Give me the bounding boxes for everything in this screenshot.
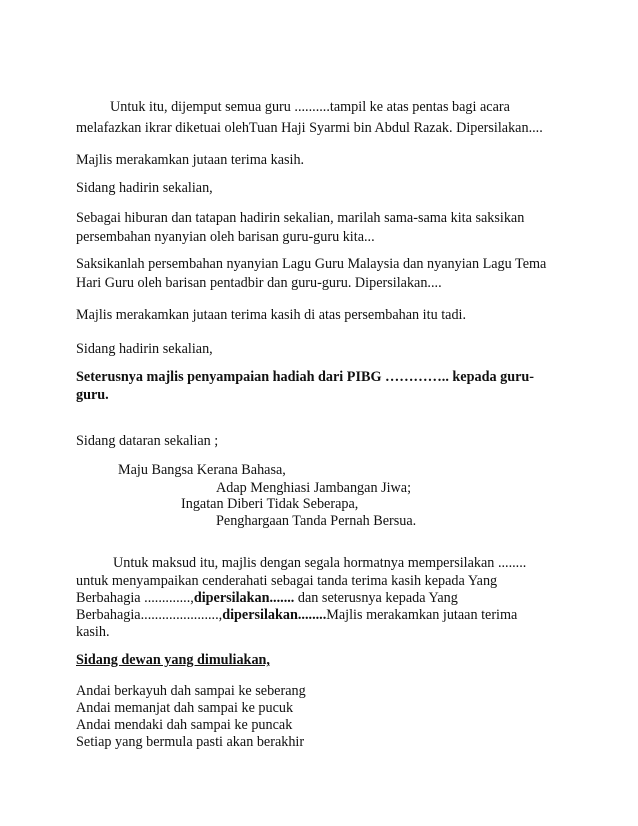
para1-line2: melafazkan ikrar diketuai olehTuan Haji Syarmi bin Abdul Razak. Dipersilakan.... <box>76 120 543 136</box>
prize-giving-line1: Seterusnya majlis penyampaian hadiah dari PIBG ………….. kepada guru- <box>76 369 535 385</box>
para4-line3 <box>76 590 458 607</box>
para2-line1: Sebagai hiburan dan tatapan hadirin sekalian, marilah sama-sama kita saksikan <box>76 210 525 226</box>
pantun1-line3: Ingatan Diberi Tidak Seberapa, <box>181 496 359 512</box>
para3-line2: Hari Guru oleh barisan pentadbir dan guru-guru. Dipersilakan.... <box>76 275 442 291</box>
greeting-heading-underlined: Sidang dewan yang dimuliakan, <box>76 652 270 668</box>
greeting-line: Sidang hadirin sekalian, <box>76 180 213 196</box>
honoree-2-text: Berbahagia......................, <box>76 607 223 623</box>
greeting-line-2: Sidang hadirin sekalian, <box>76 341 213 357</box>
para4-line1: Untuk maksud itu, majlis dengan segala hormatnya mempersilakan ........ <box>113 555 527 571</box>
para2-line2: persembahan nyanyian oleh barisan guru-guru kita... <box>76 229 375 245</box>
invitation-bold-1: dipersilakan....... <box>193 590 295 606</box>
pantun2-line2: Andai memanjat dah sampai ke pucuk <box>76 700 294 716</box>
prize-giving-line2: guru. <box>76 387 109 403</box>
greeting-line-3: Sidang dataran sekalian ; <box>76 433 219 449</box>
pantun1-line1: Maju Bangsa Kerana Bahasa, <box>118 462 286 478</box>
thanks-line: Majlis merakamkan jutaan terima kasih. <box>76 152 305 168</box>
thanks-after-performance: Majlis merakamkan jutaan terima kasih di atas persembahan itu tadi. <box>76 307 467 323</box>
pantun1-line2: Adap Menghiasi Jambangan Jiwa; <box>216 480 412 496</box>
thanks-text: Majlis merakamkan jutaan terima <box>326 607 518 623</box>
para4-line5: kasih. <box>76 624 110 640</box>
invitation-bold-2: dipersilakan........ <box>222 607 327 623</box>
para4-line2: untuk menyampaikan cenderahati sebagai tanda terima kasih kepada Yang <box>76 573 498 589</box>
pantun2-line4: Setiap yang bermula pasti akan berakhir <box>76 734 305 750</box>
para4-line4 <box>76 607 517 624</box>
honoree-1-text: Berbahagia ............., <box>76 590 194 606</box>
continuation-text: dan seterusnya kepada Yang <box>294 590 458 606</box>
pantun2-line1: Andai berkayuh dah sampai ke seberang <box>76 683 306 699</box>
pantun1-line4: Penghargaan Tanda Pernah Bersua. <box>216 513 417 529</box>
para1-line1: Untuk itu, dijemput semua guru ..........tampil ke atas pentas bagi acara <box>110 99 510 115</box>
pantun2-line3: Andai mendaki dah sampai ke puncak <box>76 717 293 733</box>
para3-line1: Saksikanlah persembahan nyanyian Lagu Guru Malaysia dan nyanyian Lagu Tema <box>76 256 547 272</box>
